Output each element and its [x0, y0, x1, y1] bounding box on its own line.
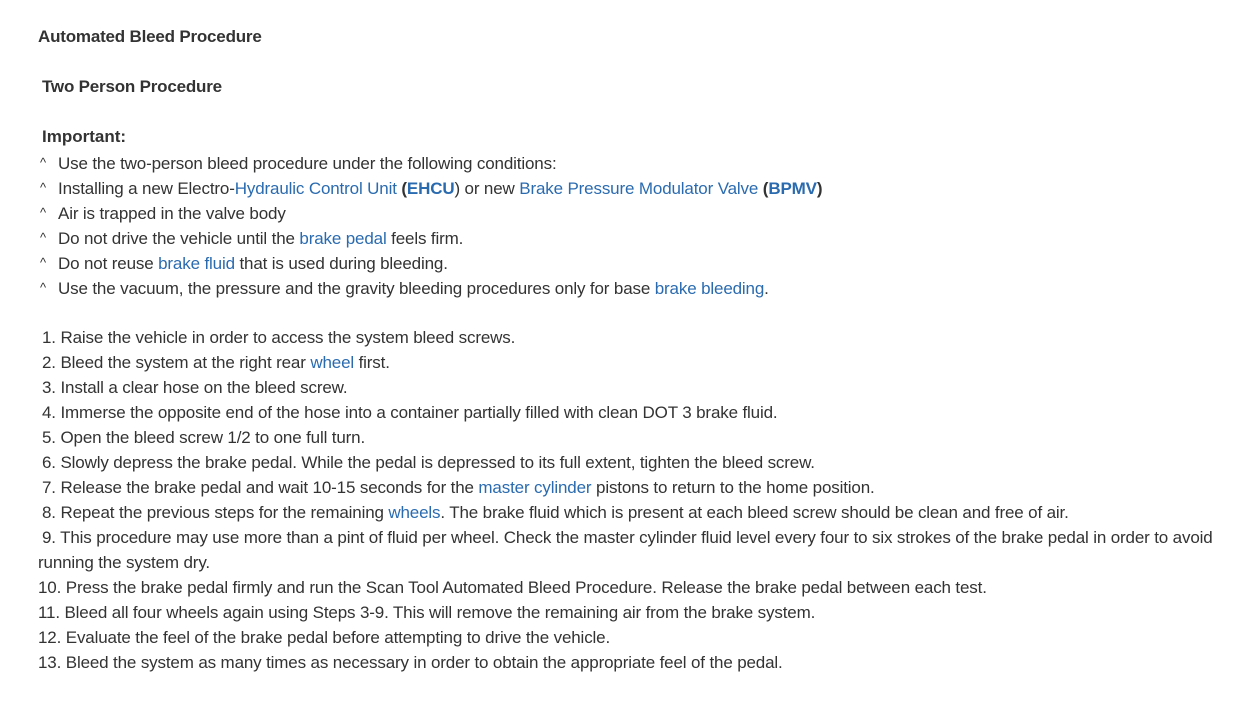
procedure-steps-list [38, 325, 1243, 675]
step-text: pistons to return to the home position. [591, 478, 875, 497]
note-text: . [764, 279, 769, 298]
step-item [38, 425, 1243, 450]
step-text: 2. Bleed the system at the right rear [42, 353, 311, 372]
note-item [40, 175, 822, 200]
note-text: Do not drive the vehicle until the [58, 229, 300, 248]
link-wheels[interactable]: wheels [388, 503, 441, 522]
step-text: 11. Bleed all four wheels again using Steps 3-9. This will remove the remaining air from the brake system. [38, 603, 816, 622]
note-item [40, 225, 822, 250]
step-item [38, 475, 1243, 500]
step-text: 9. This procedure may use more than a pint of fluid per wheel. Check the master cylinder fluid level every four to six strokes of the brake pedal in order to avoid running the system dry. [38, 528, 1213, 572]
important-label: Important: [42, 127, 127, 146]
note-text: ) or new [454, 179, 520, 198]
note-text: Air is trapped in the valve body [58, 204, 286, 223]
caret-bullet-icon: ^ [40, 280, 46, 295]
step-text: . The brake fluid which is present at each bleed screw should be clean and free of air. [440, 503, 1069, 522]
link-wheel[interactable]: wheel [310, 353, 354, 372]
note-text: ( [758, 179, 769, 198]
note-item [40, 200, 822, 225]
note-item [40, 250, 822, 275]
step-item [38, 450, 1243, 475]
note-text: Do not reuse [58, 254, 159, 273]
step-text: 10. Press the brake pedal firmly and run the Scan Tool Automated Bleed Procedure. Release the brake pedal between each test. [38, 578, 987, 597]
step-text: 7. Release the brake pedal and wait 10-15 seconds for the [42, 478, 479, 497]
caret-bullet-icon: ^ [40, 205, 46, 220]
note-item [40, 150, 822, 175]
step-item [38, 500, 1243, 525]
step-item [38, 625, 1243, 650]
caret-bullet-icon: ^ [40, 255, 46, 270]
step-text: 4. Immerse the opposite end of the hose into a container partially filled with clean DOT 3 brake fluid. [42, 403, 778, 422]
caret-bullet-icon: ^ [40, 230, 46, 245]
caret-bullet-icon: ^ [40, 180, 46, 195]
step-item [38, 575, 1243, 600]
important-notes-list [40, 150, 822, 300]
step-text: 6. Slowly depress the brake pedal. While the pedal is depressed to its full extent, tighten the bleed screw. [42, 453, 815, 472]
link-bpmv[interactable]: BPMV [768, 179, 817, 198]
section-subtitle: Two Person Procedure [42, 77, 222, 96]
step-item [38, 350, 1243, 375]
step-item [38, 375, 1243, 400]
link-master-cylinder[interactable]: master cylinder [478, 478, 592, 497]
note-text: that is used during bleeding. [234, 254, 448, 273]
caret-bullet-icon: ^ [40, 155, 46, 170]
link-brake-pedal[interactable]: brake pedal [299, 229, 387, 248]
step-item [38, 525, 1243, 575]
note-text: Use the vacuum, the pressure and the gravity bleeding procedures only for base [58, 279, 655, 298]
step-text: 1. Raise the vehicle in order to access the system bleed screws. [42, 328, 516, 347]
step-text: first. [354, 353, 390, 372]
link-brake-bleeding[interactable]: brake bleeding [654, 279, 765, 298]
step-item [38, 325, 1243, 350]
note-item [40, 275, 822, 300]
page-title: Automated Bleed Procedure [38, 27, 262, 46]
link-hydraulic-control-unit[interactable]: Hydraulic Control Unit [234, 179, 397, 198]
note-text: Installing a new Electro- [58, 179, 235, 198]
step-text: 13. Bleed the system as many times as necessary in order to obtain the appropriate feel of the pedal. [38, 653, 783, 672]
link-ehcu[interactable]: EHCU [406, 179, 455, 198]
step-text: 12. Evaluate the feel of the brake pedal before attempting to drive the vehicle. [38, 628, 611, 647]
note-text: feels firm. [386, 229, 464, 248]
note-text: ) [816, 179, 823, 198]
note-text: Use the two-person bleed procedure under the following conditions: [58, 154, 557, 173]
step-item [38, 650, 1243, 675]
link-brake-fluid[interactable]: brake fluid [158, 254, 235, 273]
step-text: 8. Repeat the previous steps for the remaining [42, 503, 389, 522]
step-text: 5. Open the bleed screw 1/2 to one full turn. [42, 428, 366, 447]
step-item [38, 400, 1243, 425]
note-text: ( [396, 179, 407, 198]
link-brake-pressure-modulator-valve[interactable]: Brake Pressure Modulator Valve [519, 179, 759, 198]
step-text: 3. Install a clear hose on the bleed screw. [42, 378, 348, 397]
step-item [38, 600, 1243, 625]
